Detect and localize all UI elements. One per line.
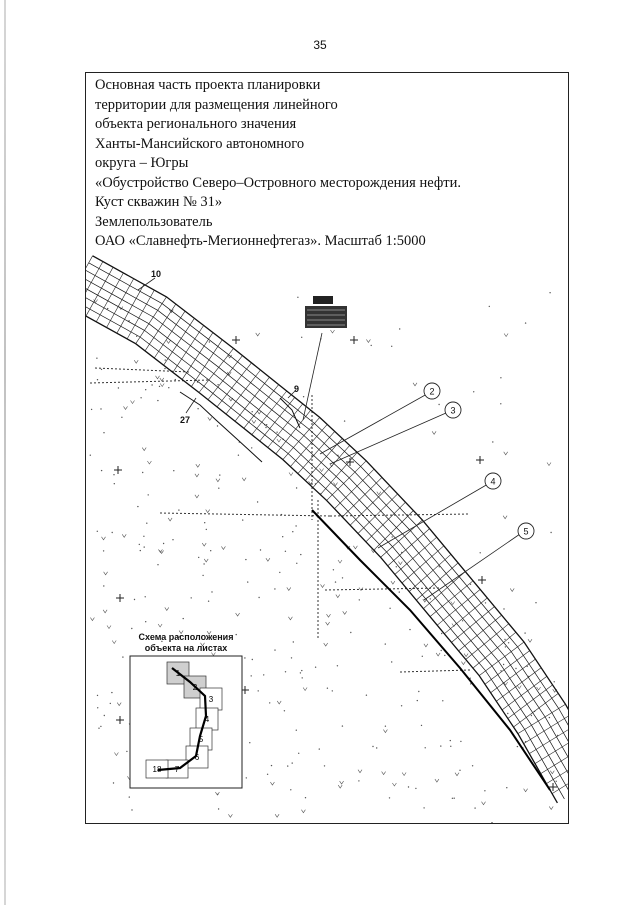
title-line: ОАО «Славнефть-Мегионнефтегаз». Масштаб 1:5000	[95, 233, 426, 249]
point-label-9: 9	[294, 384, 300, 394]
inset-sheet-number: 5	[198, 735, 204, 744]
callout-5	[518, 523, 534, 539]
title-line: Основная часть проекта планировки	[95, 77, 321, 93]
callout-2	[424, 383, 440, 399]
title-line: округа – Югры	[95, 155, 189, 171]
title-line: Куст скважин № 31»	[95, 194, 223, 210]
callout-5-label: 5	[523, 526, 529, 537]
inset-sheet-number: 2	[192, 683, 198, 692]
callout-4	[485, 473, 501, 489]
location-scheme-inset	[130, 632, 242, 788]
inset-sheet-number: 4	[204, 715, 210, 724]
inset-sheet-number: 18	[152, 765, 162, 774]
title-line: Ханты-Мансийского автономного	[95, 135, 305, 152]
inset-title-line1: Схема расположения	[138, 632, 234, 642]
title-line: «Обустройство Северо–Островного месторождения нефти.	[95, 174, 461, 191]
hatched-stamp-block	[305, 296, 347, 328]
inset-sheet-number: 1	[175, 669, 181, 678]
inset-sheet	[200, 688, 222, 710]
point-label-10: 10	[151, 269, 162, 279]
inset-title-line2: объекта на листах	[144, 643, 228, 653]
title-line: территории для размещения линейного	[95, 96, 338, 113]
callout-4-label: 4	[490, 476, 496, 487]
inset-sheet-number: 7	[174, 765, 180, 774]
title-line: объекта регионального значения	[95, 116, 297, 132]
title-line: Землепользователь	[95, 213, 213, 230]
inset-sheet-number: 3	[208, 695, 214, 704]
callout-2-label: 2	[429, 386, 435, 397]
inset-sheet	[196, 708, 218, 730]
callout-3	[445, 402, 461, 418]
inset-sheet-number: 6	[194, 753, 200, 762]
point-label-27: 27	[180, 415, 191, 425]
page-number: 35	[313, 38, 327, 52]
dashed-boundaries	[90, 368, 470, 672]
callout-3-label: 3	[450, 405, 456, 416]
